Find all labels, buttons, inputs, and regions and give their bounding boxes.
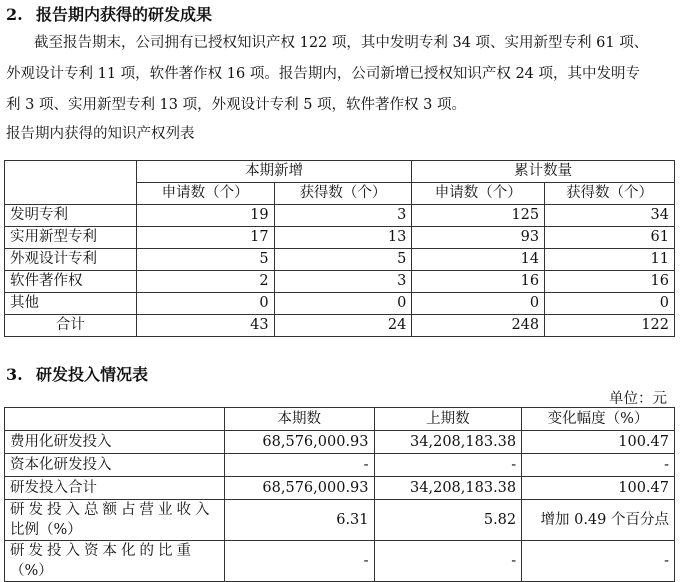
table-cell: - [374,454,522,477]
table-cell: 13 [274,227,412,249]
table-cell: 100.47 [522,477,675,500]
row-label-line: 研发投入总额占营业收入 [10,502,214,518]
table-cell: 0 [136,293,274,315]
table-cell: 5 [136,249,274,271]
row-label: 其他 [5,293,137,315]
table-cell: 34,208,183.38 [374,431,522,454]
table-cell: 5.82 [374,500,522,541]
table-cell: 125 [412,205,545,227]
table-cell: - [522,541,675,582]
ip-table-corner-cell [5,161,137,205]
table-cell: 17 [136,227,274,249]
paragraph-line-2: 外观设计专利 11 项，软件著作权 16 项。报告期内，公司新增已授权知识产权 24 项，其中发明专 [6,66,641,82]
table-row [5,454,675,477]
paragraph-line-3: 利 3 项、实用新型专利 13 项，外观设计专利 5 项，软件著作权 3 项。 [6,97,466,113]
section-3-heading [6,362,148,385]
table-cell: 6.31 [224,500,374,541]
row-label: 软件著作权 [5,271,137,293]
group-header-new: 本期新增 [136,161,412,183]
row-label: 费用化研发投入 [5,431,225,454]
sub-header-cell: 申请数（个） [136,183,274,205]
header-cell: 变化幅度（%） [522,408,675,431]
table-row [5,205,675,227]
table-row [5,249,675,271]
section-2-heading [6,2,212,25]
sub-header-cell: 获得数（个） [545,183,675,205]
table-cell: - [224,541,374,582]
table-cell: 3 [274,205,412,227]
row-label: 外观设计专利 [5,249,137,271]
table-cell: 100.47 [522,431,675,454]
group-header-total: 累计数量 [412,161,675,183]
table-cell: 16 [412,271,545,293]
table-cell: 61 [545,227,675,249]
section-3-title: 研发投入情况表 [36,365,149,384]
table-cell: - [374,541,522,582]
row-label: 研发投入合计 [5,477,225,500]
table-cell: 11 [545,249,675,271]
table-cell: 34 [545,205,675,227]
table-row [5,271,675,293]
table-cell: 16 [545,271,675,293]
section-2-paragraph [6,28,674,121]
row-label: 合计 [5,315,137,337]
table-cell: 68,576,000.93 [224,477,374,500]
header-cell: 上期数 [374,408,522,431]
section-2-title: 报告期内获得的研发成果 [36,5,213,24]
row-label-line: 研发投入资本化的比重 [10,543,195,559]
table-cell: 122 [545,315,675,337]
table-cell: 0 [545,293,675,315]
ip-table [4,160,675,337]
table-cell: 68,576,000.93 [224,431,374,454]
table-row [5,293,675,315]
total-row [5,315,675,337]
table-cell: 0 [274,293,412,315]
row-label: 实用新型专利 [5,227,137,249]
rd-table-header-row [5,408,675,431]
table-row [5,541,675,582]
table-cell: 43 [136,315,274,337]
rd-table [4,407,675,582]
table-cell: 增加 0.49 个百分点 [522,500,675,541]
table-cell: 34,208,183.38 [374,477,522,500]
row-label [5,500,225,541]
unit-label: 单位：元 [609,391,667,407]
section-3-number: 3. [6,365,23,384]
table-cell: 3 [274,271,412,293]
table-cell: 19 [136,205,274,227]
header-cell: 本期数 [224,408,374,431]
table-cell: - [522,454,675,477]
table-cell: 5 [274,249,412,271]
ip-table-group-header-row [5,161,675,183]
paragraph-line-1: 截至报告期末，公司拥有已授权知识产权 122 项，其中发明专利 34 项、实用新型专利 61 项、 [34,35,649,51]
table-row [5,227,675,249]
sub-header-cell: 获得数（个） [274,183,412,205]
sub-header-cell: 申请数（个） [412,183,545,205]
section-2-number: 2. [6,5,23,24]
ip-table-caption: 报告期内获得的知识产权列表 [6,126,195,142]
table-cell: 0 [412,293,545,315]
table-cell: 14 [412,249,545,271]
row-label-line: （%） [10,563,53,579]
table-cell: - [224,454,374,477]
row-label-line: 比例（%） [10,522,82,538]
table-cell: 248 [412,315,545,337]
rd-table-corner-cell [5,408,225,431]
table-cell: 2 [136,271,274,293]
table-cell: 93 [412,227,545,249]
table-row [5,431,675,454]
table-row [5,477,675,500]
row-label [5,541,225,582]
row-label: 发明专利 [5,205,137,227]
table-cell: 24 [274,315,412,337]
row-label: 资本化研发投入 [5,454,225,477]
table-row [5,500,675,541]
